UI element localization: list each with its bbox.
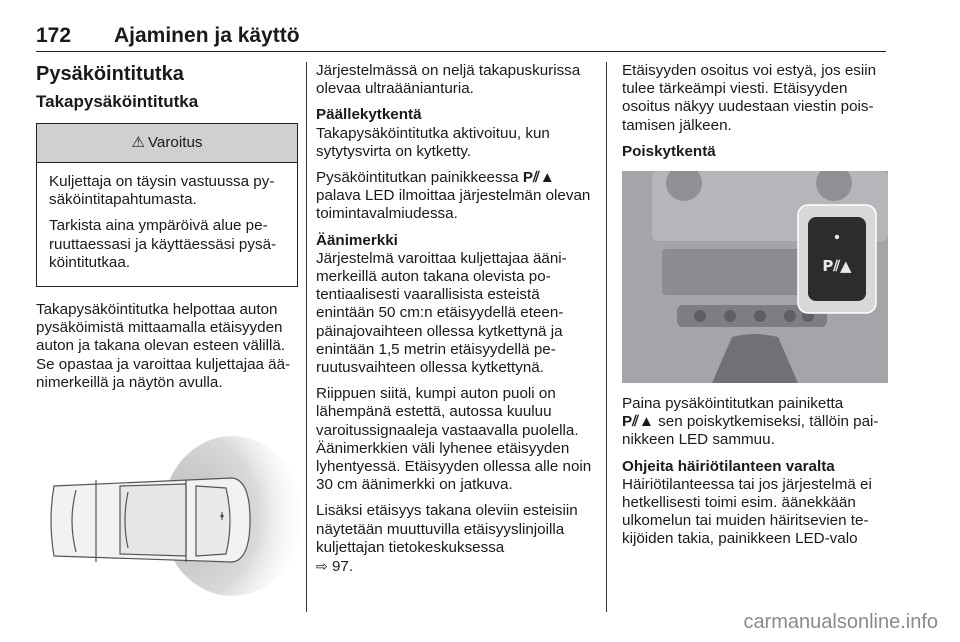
fault-paragraph: Häiriötilanteessa tai jos järjestelmä ei hetkellisesti toimi esim. äänekkään ulkomelun tai muiden häiritsevien tekijöiden takia, painikkeen LED-valo (622, 475, 872, 548)
parking-sensor-car-illustration (36, 400, 298, 612)
display-text: Lisäksi etäisyys takana oleviin esteisiin näytetään muuttuvilla etäisyyslinjoilla kuljettajan tietokeskuksessa (316, 502, 578, 556)
page-reference-arrow-icon: ⇨ (316, 558, 328, 575)
watermark: carmanualsonline.info (743, 611, 938, 633)
priority-paragraph: Etäisyyden osoitus voi estyä, jos esiin tulee tärkeämpi viesti. Etäisyyden osoitus näkyy uudestaan viestin poistamisen jälkeen. (622, 62, 877, 134)
column-separator-2 (606, 62, 607, 612)
warning-paragraph-1: Kuljettaja on täysin vastuussa pysäköintitapahtumasta. (49, 173, 275, 209)
deactivation-heading: Poiskytkentä (622, 142, 716, 160)
page-number: 172 (36, 24, 72, 47)
deactivation-text-start: Paina pysäköintitutkan painiketta (622, 395, 844, 413)
car-top-view-icon (36, 400, 298, 612)
activation-paragraph: Takapysäköintitutka aktivoituu, kun sytytysvirta on kytketty. (316, 124, 550, 160)
intro-paragraph: Takapysäköintitutka helpottaa auton pysäköimistä mittaamalla etäisyyden auton ja takana olevan esteen välillä. Se opastaa ja varoittaa kuljettajaa äänimerkeillä ja näytön avulla. (36, 301, 291, 391)
reference-page[interactable]: 97. (331, 558, 354, 576)
beep-paragraph: Järjestelmä varoittaa kuljettajaa äänimerkeillä auton takana olevista potentiaalisesti vaarallisista esteistä enintään 50 cm:n etäisyydellä eteenpäinajovaihteen ollessa kytkettynä ja enintään 1,5 metrin etäisyydellä peruutusvaihteen ollessa kytkettynä. (316, 249, 567, 377)
led-text-end: palava LED ilmoittaa järjestelmän olevan toimintavalmiudessa. (316, 187, 591, 223)
section-title: Pysäköintitutka (36, 63, 184, 85)
column-1 (36, 62, 298, 612)
activation-heading: Päällekytkentä (316, 106, 422, 124)
deactivation-paragraph (622, 395, 888, 450)
warning-body (37, 163, 297, 286)
header-rule (36, 51, 886, 52)
led-text-start: Pysäköintitutkan painikkeessa (316, 169, 523, 187)
park-button-icon-2: P⫽▲ (622, 413, 654, 431)
warning-header (37, 124, 297, 163)
warning-box (36, 123, 298, 287)
subsection-title: Takapysäköintitutka (36, 92, 199, 111)
warning-paragraph-2: Tarkista aina ympäröivä alue peruuttaessasi ja käyttäessäsi pysäköintitutkaa. (49, 217, 277, 271)
display-paragraph (316, 502, 596, 576)
chapter-title: Ajaminen ja käyttö (114, 24, 300, 47)
park-button-console-photo (622, 171, 888, 383)
led-paragraph (316, 169, 596, 224)
column-3 (622, 62, 888, 557)
deactivation-text-end: sen poiskytkemiseksi, tällöin painikkeen LED sammuu. (622, 413, 879, 449)
side-paragraph: Riippuen siitä, kumpi auton puoli on lähempänä estettä, autossa kuuluu varoitussignaaleja vastaavalla puolella. Äänimerkkien väli lyhenee etäisyyden lyhentyessä. Etäisyyden ollessa alle noin 30 cm äänimerkki on jatkuva. (316, 385, 592, 494)
column-separator-1 (306, 62, 307, 612)
column-2 (316, 62, 596, 584)
warning-triangle-icon: ⚠ (131, 133, 145, 151)
page-header (36, 18, 886, 52)
warning-title: Varoitus (147, 133, 203, 151)
park-button-icon: P⫽▲ (522, 169, 555, 187)
fault-heading: Ohjeita häiriötilanteen varalta (622, 457, 835, 475)
sensors-paragraph: Järjestelmässä on neljä takapuskurissa olevaa ultraäänianturia. (316, 62, 581, 98)
center-console-icon (622, 171, 888, 383)
svg-text:P⫽▲: P⫽▲ (822, 257, 852, 276)
beep-heading: Äänimerkki (316, 231, 398, 249)
